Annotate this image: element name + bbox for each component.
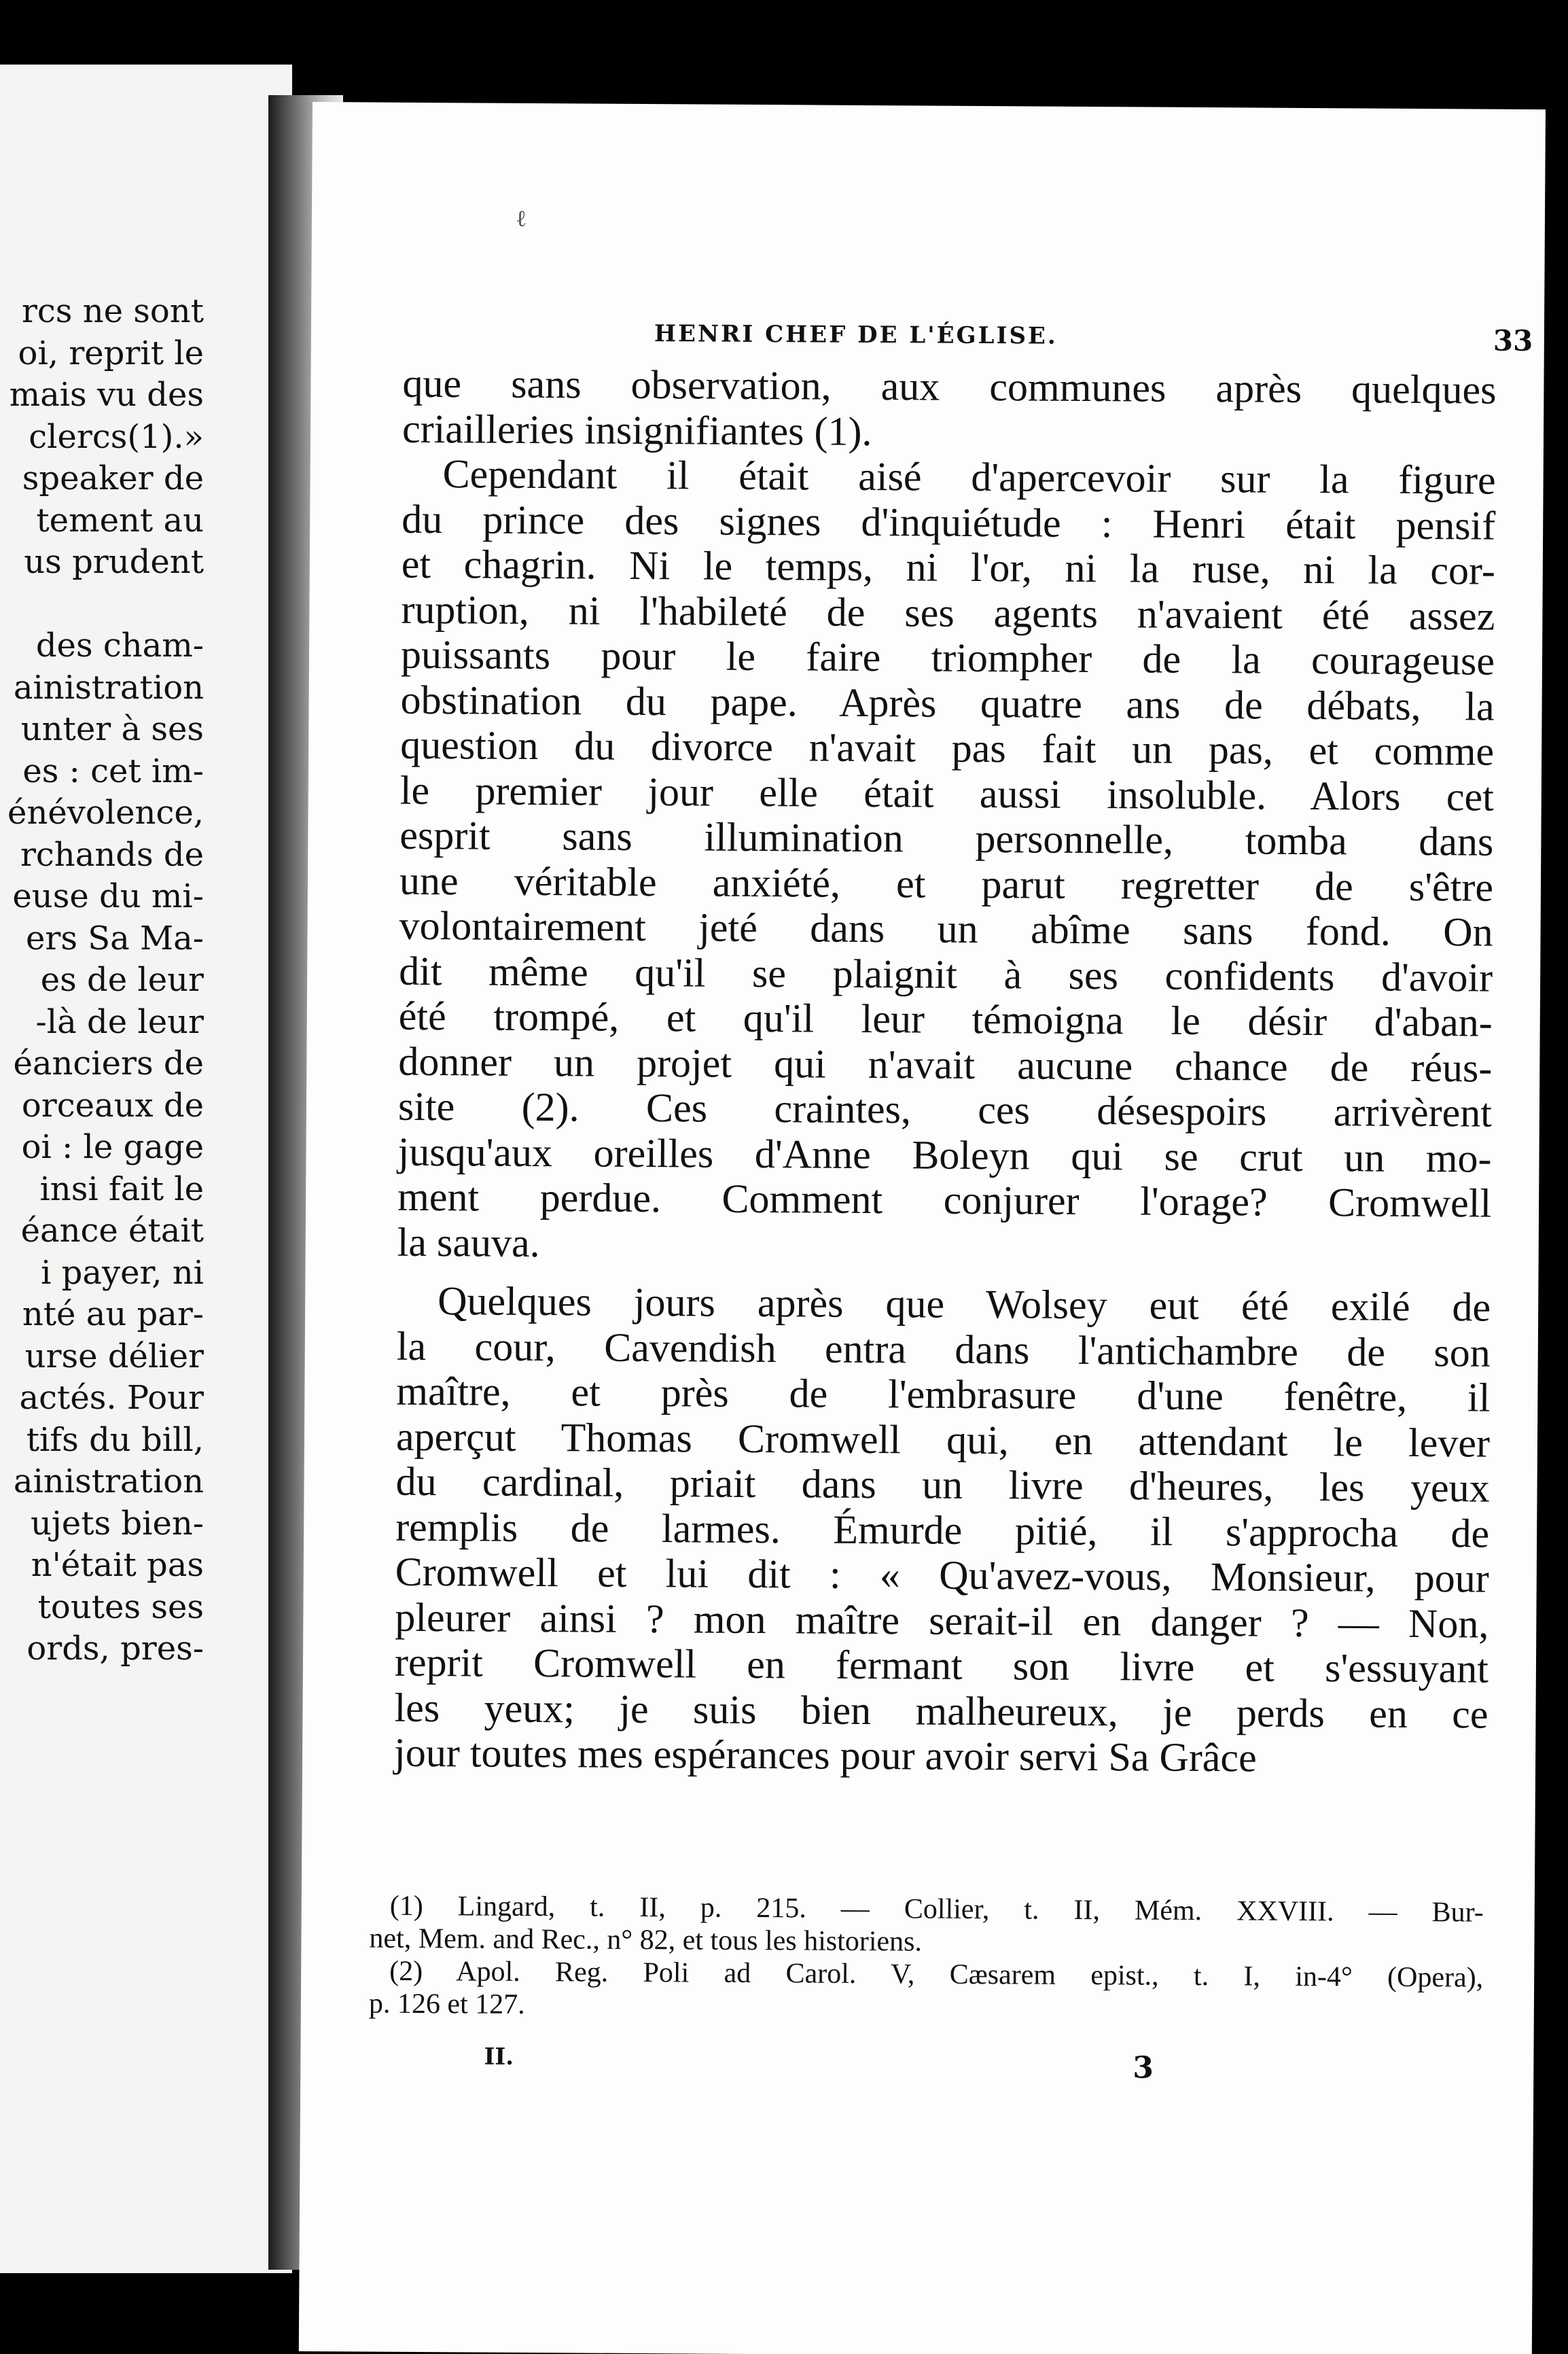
text-line: que sans observation, aux communes après quelques (402, 360, 1497, 412)
left-page-line: clercs(1).» (29, 417, 204, 456)
text-line: ment perdue. Comment conjurer l'orage? Cromwell (397, 1174, 1492, 1226)
left-page-line: éance était (20, 1212, 204, 1250)
signature-letter: 3 (1133, 2050, 1154, 2086)
left-page-line: unter à ses (20, 710, 204, 748)
text-line: volontairement jeté dans un abîme sans fond. On (399, 902, 1493, 955)
text-line: Quelques jours après que Wolsey eut été exilé de (438, 1278, 1491, 1330)
left-page-line: ainistration (13, 1462, 204, 1500)
text-line: question du divorce n'avait pas fait un pas, et comme (400, 722, 1495, 774)
paragraph (402, 361, 1497, 458)
stray-mark: ℓ (515, 205, 527, 232)
text-line: esprit sans illumination personnelle, tomba dans (399, 812, 1494, 864)
left-page-line: ujets bien- (31, 1504, 204, 1543)
text-line: jusqu'aux oreilles d'Anne Boleyn qui se crut un mo- (397, 1129, 1492, 1181)
footnote-line: p. 126 et 127. (368, 1988, 525, 2020)
left-page-line: toutes ses (37, 1587, 204, 1626)
text-line: ruption, ni l'habileté de ses agents n'avaient été assez (401, 586, 1495, 639)
text-line: maître, et près de l'embrasure d'une fenêtre, il (396, 1368, 1491, 1420)
left-page-line: insi fait le (39, 1170, 204, 1208)
left-page-line: énévolence, (7, 794, 204, 832)
left-page-line: mais vu des (9, 376, 204, 414)
text-line: pleurer ainsi ? mon maître serait-il en danger ? — Non, (395, 1594, 1489, 1647)
text-line: la cour, Cavendish entra dans l'antichambre de son (396, 1323, 1491, 1375)
text-line: dit même qu'il se plaignit à ses confidents d'avoir (398, 948, 1493, 1000)
text-line: jour toutes mes espérances pour avoir servi Sa Grâce (393, 1729, 1257, 1780)
text-line: une véritable anxiété, et parut regretter de s'être (399, 858, 1494, 910)
text-line: la sauva. (397, 1219, 540, 1265)
left-page-line: rcs ne sont (21, 292, 204, 330)
left-page-line: éanciers de (13, 1044, 204, 1083)
text-line: criailleries insignifiantes (1). (402, 406, 872, 454)
paragraph (394, 1278, 1491, 1782)
footnote-line: net, Mem. and Rec., n° 82, et tous les historiens. (369, 1922, 923, 1958)
left-page-line: tifs du bill, (26, 1420, 204, 1459)
left-page-line: es : cet im- (22, 752, 204, 790)
text-line: aperçut Thomas Cromwell qui, en attendant le lever (395, 1413, 1491, 1466)
text-line: le premier jour elle était aussi insoluble. Alors cet (399, 767, 1494, 820)
text-line: remplis de larmes. Émurde pitié, il s'approcha de (395, 1504, 1490, 1556)
left-page-line: -là de leur (35, 1002, 204, 1041)
page-number: 33 (1493, 323, 1533, 357)
paragraph (397, 451, 1496, 1271)
right-page (299, 102, 1546, 2354)
left-page-line: n'était pas (31, 1546, 204, 1584)
footnotes (369, 1890, 1484, 2027)
left-page-line: urse délier (24, 1337, 204, 1375)
left-page-line: ers Sa Ma- (26, 919, 204, 958)
text-line: obstination du pape. Après quatre ans de débats, la (400, 677, 1495, 729)
left-page-line: us prudent (24, 543, 204, 581)
running-head: HENRI CHEF DE L'ÉGLISE. (654, 320, 1058, 350)
left-facing-page (0, 65, 292, 2273)
left-page-line: des cham- (35, 627, 204, 665)
text-line: reprit Cromwell en fermant son livre et s'essuyant (394, 1639, 1489, 1691)
text-line: Cromwell et lui dit : « Qu'avez-vous, Monsieur, pour (395, 1549, 1489, 1601)
text-line: du prince des signes d'inquiétude : Henri était pensif (402, 496, 1496, 548)
text-line: Cependant il était aisé d'apercevoir sur la figure (442, 451, 1496, 503)
footnote-line: (2) Apol. Reg. Poli ad Carol. V, Cæsarem epist., t. I, in-4° (Opera), (389, 1955, 1484, 1994)
text-line: puissants pour le faire triompher de la courageuse (400, 631, 1495, 684)
left-page-line: i payer, ni (41, 1253, 204, 1292)
left-page-line: nté au par- (22, 1295, 204, 1333)
body-text (394, 361, 1497, 1782)
left-page-line: es de leur (40, 961, 204, 999)
left-page-line: oi : le gage (21, 1128, 204, 1166)
footnote-line: (1) Lingard, t. II, p. 215. — Collier, t. II, Mém. XXVIII. — Bur- (389, 1890, 1484, 1929)
left-page-line: ords, pres- (26, 1630, 204, 1668)
left-page-line: speaker de (22, 459, 204, 497)
text-line: été trompé, et qu'il leur témoigna le désir d'aban- (398, 993, 1493, 1045)
text-line: les yeux; je suis bien malheureux, je perds en ce (394, 1685, 1489, 1737)
left-page-line: oi, reprit le (18, 334, 204, 372)
left-page-line: actés. Pour (19, 1379, 204, 1417)
signature-volume: II. (484, 2043, 514, 2071)
text-line: donner un projet qui n'avait aucune chance de réus- (398, 1038, 1493, 1091)
left-page-line: orceaux de (21, 1086, 204, 1125)
left-page-line: tement au (36, 501, 204, 540)
left-page-line: rchands de (20, 835, 204, 874)
left-page-line: ainistration (13, 668, 204, 707)
text-line: et chagrin. Ni le temps, ni l'or, ni la ruse, ni la cor- (401, 541, 1496, 593)
left-page-line: euse du mi- (12, 877, 204, 915)
text-line: du cardinal, priait dans un livre d'heures, les yeux (395, 1458, 1490, 1511)
text-line: site (2). Ces craintes, ces désespoirs arrivèrent (397, 1083, 1493, 1136)
